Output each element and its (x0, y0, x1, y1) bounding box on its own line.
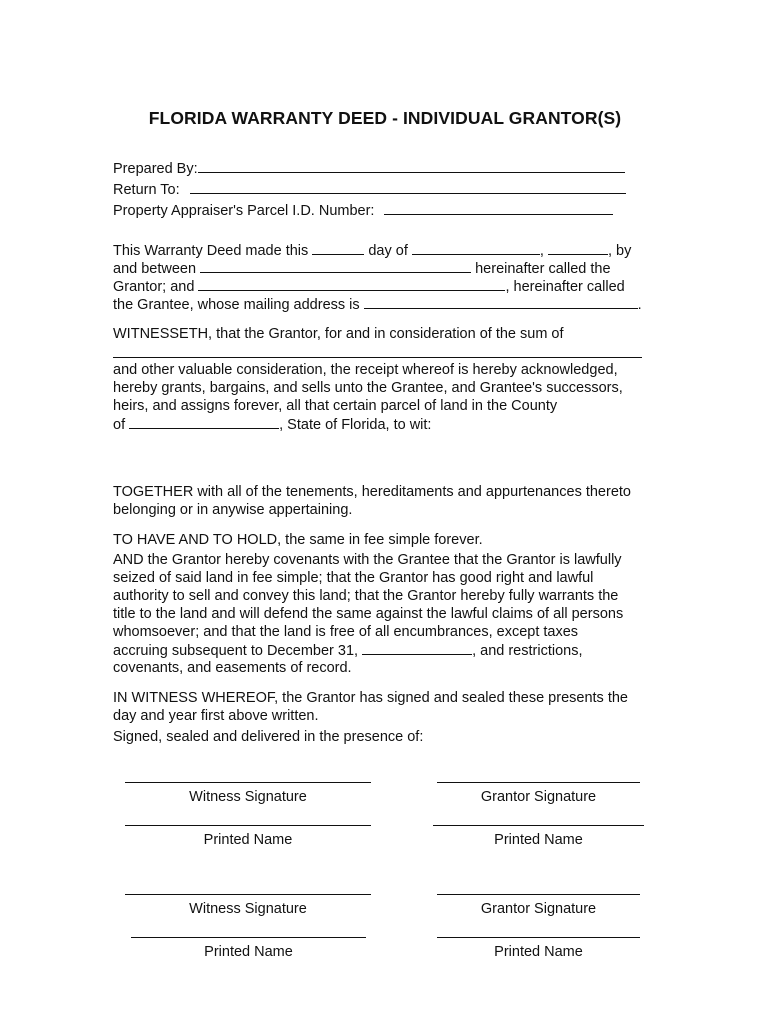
hereinafter-grantor-text: hereinafter called the (475, 261, 611, 277)
witness-signature-label: Witness Signature (189, 901, 307, 917)
witness-signature-label: Witness Signature (189, 789, 307, 805)
day-of-text: day of (368, 243, 408, 259)
parcel-id-blank[interactable] (384, 201, 613, 215)
period-text: . (637, 297, 642, 313)
in-witness-line-3: Signed, sealed and delivered in the presence of: (113, 729, 424, 745)
deed-made-text: This Warranty Deed made this (113, 243, 309, 259)
printed-name-label: Printed Name (494, 832, 583, 848)
habendum-line-4: authority to sell and convey this land; that the Grantor hereby fully warrants the (113, 588, 619, 604)
grantor-signature-label: Grantor Signature (480, 901, 597, 917)
together-line-2: belonging or in anywise appertaining. (113, 502, 353, 518)
return-to-blank[interactable] (190, 180, 626, 194)
county-line (113, 415, 431, 434)
parcel-id-line (113, 201, 613, 220)
signature-line (433, 825, 644, 826)
witness-printed-name-2[interactable] (131, 937, 366, 961)
state-of-florida-text: , State of Florida, to wit: (279, 417, 432, 433)
day-blank[interactable] (312, 241, 364, 255)
grantor-signature-1[interactable] (437, 782, 640, 806)
signature-line (125, 825, 371, 826)
habendum-line-5: title to the land and will defend the same against the lawful claims of all persons (113, 606, 624, 622)
grantor-and-text: Grantor; and (113, 279, 195, 295)
month-blank[interactable] (412, 241, 540, 255)
grantor-printed-name-1[interactable] (433, 825, 644, 849)
grantor-printed-name-2[interactable] (437, 937, 640, 961)
signature-line (125, 782, 371, 783)
year-blank[interactable] (548, 241, 608, 255)
return-to-label: Return To: (113, 182, 180, 198)
document-title: FLORIDA WARRANTY DEED - INDIVIDUAL GRANTOR(S) (148, 108, 622, 128)
printed-name-label: Printed Name (494, 944, 583, 960)
signature-line (131, 937, 366, 938)
in-witness-line-1: IN WITNESS WHEREOF, the Grantor has signed and sealed these presents the (113, 690, 628, 706)
mailing-address-blank[interactable] (364, 295, 638, 309)
grantor-signature-label: Grantor Signature (480, 789, 597, 805)
county-blank[interactable] (129, 415, 279, 429)
in-witness-line-2: day and year first above written. (113, 708, 319, 724)
signature-line (437, 782, 640, 783)
habendum-line-3: seized of said land in fee simple; that the Grantor has good right and lawful (113, 570, 594, 586)
signature-line (125, 894, 371, 895)
printed-name-label: Printed Name (204, 944, 293, 960)
grantor-signature-2[interactable] (437, 894, 640, 918)
restrictions-text: , and restrictions, (472, 643, 583, 659)
habendum-line-1: TO HAVE AND TO HOLD, the same in fee simple forever. (113, 532, 483, 548)
witness-signature-1[interactable] (125, 782, 371, 806)
and-between-text: and between (113, 261, 197, 277)
witnesseth-line-4: heirs, and assigns forever, all that certain parcel of land in the County (113, 398, 558, 414)
grantee-name-blank[interactable] (198, 277, 505, 291)
tax-year-blank[interactable] (362, 641, 472, 655)
prepared-by-line (113, 159, 625, 178)
return-to-line (113, 180, 626, 199)
by-text: , by (607, 243, 632, 259)
grantor-name-blank[interactable] (200, 259, 471, 273)
prepared-by-label: Prepared By: (113, 161, 198, 177)
witnesseth-line-3: hereby grants, bargains, and sells unto the Grantee, and Grantee's successors, (113, 380, 623, 396)
comma-text: , (539, 243, 544, 259)
prepared-by-blank[interactable] (198, 159, 625, 173)
together-line-1: TOGETHER with all of the tenements, hereditaments and appurtenances thereto (113, 484, 631, 500)
habendum-line-8: covenants, and easements of record. (113, 660, 352, 676)
printed-name-label: Printed Name (203, 832, 293, 848)
signature-line (437, 937, 640, 938)
grantee-line (113, 277, 625, 296)
taxes-year-line (113, 641, 583, 660)
signature-line (437, 894, 640, 895)
consideration-sum-blank[interactable] (113, 357, 642, 358)
witnesseth-line-1: WITNESSETH, that the Grantor, for and in consideration of the sum of (113, 326, 564, 342)
deed-date-line (113, 241, 631, 260)
of-text: of (113, 417, 126, 433)
mailing-address-text: the Grantee, whose mailing address is (113, 297, 360, 313)
grantor-line (113, 259, 611, 278)
witness-signature-2[interactable] (125, 894, 371, 918)
parcel-id-label: Property Appraiser's Parcel I.D. Number: (113, 203, 375, 219)
grantee-address-line (113, 295, 642, 314)
hereinafter-called-text: , hereinafter called (505, 279, 625, 295)
habendum-line-2: AND the Grantor hereby covenants with the Grantee that the Grantor is lawfully (113, 552, 622, 568)
december-text: accruing subsequent to December 31, (113, 643, 359, 659)
witnesseth-line-2: and other valuable consideration, the receipt whereof is hereby acknowledged, (113, 362, 618, 378)
habendum-line-6: whomsoever; and that the land is free of all encumbrances, except taxes (113, 624, 579, 640)
witness-printed-name-1[interactable] (125, 825, 371, 849)
